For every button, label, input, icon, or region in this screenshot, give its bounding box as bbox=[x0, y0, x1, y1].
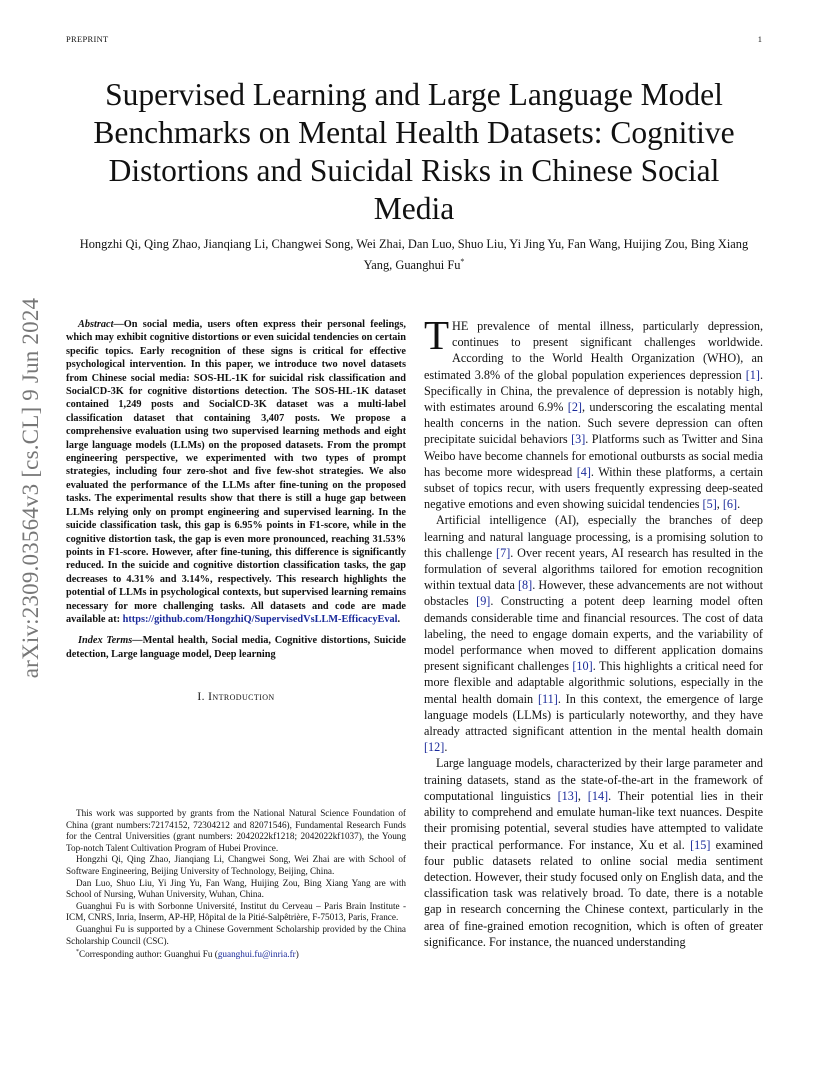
citation[interactable]: [13] bbox=[557, 788, 578, 803]
citation[interactable]: [12] bbox=[424, 740, 445, 755]
citation[interactable]: [10] bbox=[572, 659, 593, 674]
text: . Constructing a potent deep learning model often demands considerable time and financial resources. The cost of data labeling, the need to engage domain experts, and the variability of model performance when moved to different application domains present significant challenges bbox=[424, 594, 763, 674]
text: examined four public datasets related to online social media sentiment detection. However, their study focused only on English data, and the classification task was relatively broad. To date, there is a notable gap in research concerning the Chinese context, particularly in the area of fine-grained emotion recognition, which is often of greater significance. For instance, the nuanced understanding bbox=[424, 837, 763, 949]
section-heading-introduction: I. Introduction bbox=[197, 691, 275, 704]
paper-title: Supervised Learning and Large Language Model Benchmarks on Mental Health Datasets: Cognitive Distortions and Suicidal Risks in Chinese Social Media bbox=[93, 77, 735, 226]
arxiv-identifier: arXiv:2309.03564v3 [cs.CL] 9 Jun 2024 bbox=[18, 297, 44, 679]
text: . bbox=[444, 740, 448, 755]
text: , underscoring the escalating mental health concerns in the nation. Such severe depression can often precipitate suicidal behaviors bbox=[424, 400, 763, 447]
index-terms bbox=[66, 634, 406, 661]
footnote-affiliation-2: Dan Luo, Shuo Liu, Yi Jing Yu, Fan Wang, Huijing Zou, Bing Xiang Yang are with School of Nursing, Wuhan University, Wuhan, China. bbox=[66, 877, 406, 900]
citation[interactable]: [5] bbox=[702, 497, 717, 512]
citation[interactable]: [3] bbox=[571, 432, 586, 447]
page-number: 1 bbox=[757, 34, 762, 44]
intro-paragraph-1 bbox=[424, 312, 764, 512]
intro-paragraph-2 bbox=[424, 512, 763, 755]
text: , bbox=[716, 497, 723, 512]
abstract-lead: Abstract bbox=[78, 319, 114, 330]
citation[interactable]: [11] bbox=[537, 691, 558, 706]
text: Large language models, characterized by their large parameter and training datasets, stand as the state-of-the-art in the framework of computational linguistics bbox=[424, 756, 763, 803]
arxiv-stamp bbox=[3, 296, 59, 680]
citation[interactable]: [8] bbox=[517, 578, 533, 593]
text: . Over recent years, AI research has resulted in the formulation of several algorithms tailored for emotion recognition within textual data bbox=[424, 545, 763, 593]
text: . In this context, the emergence of large language models (LLMs) is particularly noteworthy, and they have already attracted significant attention in the mental health domain bbox=[424, 691, 763, 739]
github-link[interactable]: https://github.com/HongzhiQ/SupervisedVsLLM-EfficacyEval bbox=[122, 613, 398, 625]
text: . This highlights a critical need for more flexible and adaptable algorithmic solutions, especially in the mental health domain bbox=[424, 659, 763, 706]
index-terms-text: —Mental health, Social media, Cognitive distortions, Suicide detection, Large language model, Deep learning bbox=[66, 635, 406, 660]
text: . Their potential lies in their ability to comprehend and emulate human-like text nuances. Despite their promising potential, several studies have attempted to validate their practical performance. For instance, Xu et al. bbox=[424, 788, 764, 852]
citation[interactable]: [7] bbox=[496, 545, 511, 560]
text: Artificial intelligence (AI), especially the branches of deep learning and natural language processing, is a promising solution to this challenge bbox=[424, 513, 763, 560]
text: . However, these advancements are not without obstacles bbox=[424, 578, 763, 609]
citation[interactable]: [4] bbox=[576, 464, 591, 479]
running-header: PREPRINT bbox=[66, 34, 109, 44]
citation[interactable]: [14] bbox=[587, 788, 609, 803]
intro-paragraph-3 bbox=[424, 755, 763, 949]
footnote-corresponding bbox=[66, 947, 406, 961]
abstract-text: —On social media, users often express their personal feelings, which may exhibit cognitive distortions or even suicidal tendencies on certain specific topics. Early recognition of these signs is critical for effective psychological intervention. In this paper, we introduce two novel datasets from Chinese social media: SOS-HL-1K for suicidal risk classification and SocialCD-3K for cognitive distortions detection. The SOS-HL-1K dataset contained 1,249 posts and SocialCD-3K dataset was a multi-label classification dataset that containing 3,407 posts. We propose a comprehensive evaluation using two supervised learning methods and eight large language models (LLMs) on the proposed datasets. From the prompt engineering perspective, we experimented with two types of prompt strategies, including four zero-shot and five few-shot strategies. We also evaluated the performance of the LLMs after fine-tuning on the proposed tasks. The experimental results show that there is still a huge gap between LLMs relying only on prompt engineering and supervised learning. In the suicide classification task, this gap is 6.95% points in F1-score, while in the cognitive distortion task, the gap is even more pronounced, reaching 31.53% points in F1-score. However, after fine-tuning, this difference is significantly reduced. In the suicide and cognitive distortion classification tasks, the gap decreases to 4.31% and 3.14%, respectively. This research highlights the potential of LLMs in psychological contexts, but supervised learning remains necessary for more challenging tasks. All datasets and code are made available at: bbox=[66, 319, 406, 625]
abstract bbox=[66, 318, 406, 626]
corresponding-email[interactable]: guanghui.fu@inria.fr bbox=[217, 949, 296, 960]
text: . Within these platforms, a certain subset of topics recur, with users frequently expressing deep-seated negative emotions and even showing suicidal tendencies bbox=[424, 464, 763, 512]
citation[interactable]: [9] bbox=[476, 594, 491, 609]
footnote-affiliation-1: Hongzhi Qi, Qing Zhao, Jianqiang Li, Changwei Song, Wei Zhai are with School of Software Engineering, Beijing University of Technology, Beijing, China. bbox=[66, 854, 406, 876]
corresponding-mark: * bbox=[76, 949, 79, 956]
left-column bbox=[66, 318, 406, 705]
text: . Platforms such as Twitter and Sina Weibo have become channels for emotional outbursts as social media has become more widespread bbox=[424, 432, 764, 479]
author-list bbox=[66, 236, 762, 274]
text: , bbox=[577, 788, 588, 803]
drop-cap: T bbox=[424, 312, 450, 358]
index-terms-lead: Index Terms bbox=[78, 635, 133, 647]
citation[interactable]: [15] bbox=[690, 837, 711, 852]
text: HE prevalence of mental illness, particularly depression, continues to present significant challenges worldwide. According to the World Health Organization (WHO), an estimated 3.8% of the global population experiences depression bbox=[424, 319, 763, 382]
citation[interactable]: [1] bbox=[745, 367, 760, 382]
footnote-affiliation-3: Guanghui Fu is with Sorbonne Université, Institut du Cerveau – Paris Brain Institute - ICM, CNRS, Inria, Inserm, AP-HP, Hôpital de la Pitié-Salpêtrière, F-75013, Paris, France. bbox=[66, 900, 406, 923]
text: . bbox=[737, 497, 741, 512]
text: . Specifically in China, the prevalence of depression is notably high, with estimates around 6.9% bbox=[424, 367, 763, 415]
corresponding-end: ) bbox=[295, 949, 299, 960]
footnote-funding: This work was supported by grants from the National Natural Science Foundation of China (grant numbers:72174152, 72304212 and 82071546), Fundamental Research Funds for the Central Universities (grant numbers: 2042022kf1218; 2042022kf1037), the Young Top-notch Talent Cultivation Program of Hubei Province. bbox=[66, 808, 406, 853]
right-column bbox=[424, 312, 764, 950]
citation[interactable]: [6] bbox=[722, 497, 738, 512]
footnote-scholarship: Guanghui Fu is supported by a Chinese Government Scholarship provided by the China Scholarship Council (CSC). bbox=[66, 923, 406, 946]
corresponding-text: Corresponding author: Guanghui Fu ( bbox=[79, 949, 218, 960]
author-names: Hongzhi Qi, Qing Zhao, Jianqiang Li, Changwei Song, Wei Zhai, Dan Luo, Shuo Liu, Yi Jing Yu, Fan Wang, Huijing Zou, Bing Xiang Yang, Guanghui Fu bbox=[79, 237, 749, 273]
citation[interactable]: [2] bbox=[567, 400, 582, 415]
footnotes bbox=[66, 808, 406, 961]
abstract-end: . bbox=[397, 613, 401, 625]
corresponding-author-mark: * bbox=[460, 257, 465, 266]
